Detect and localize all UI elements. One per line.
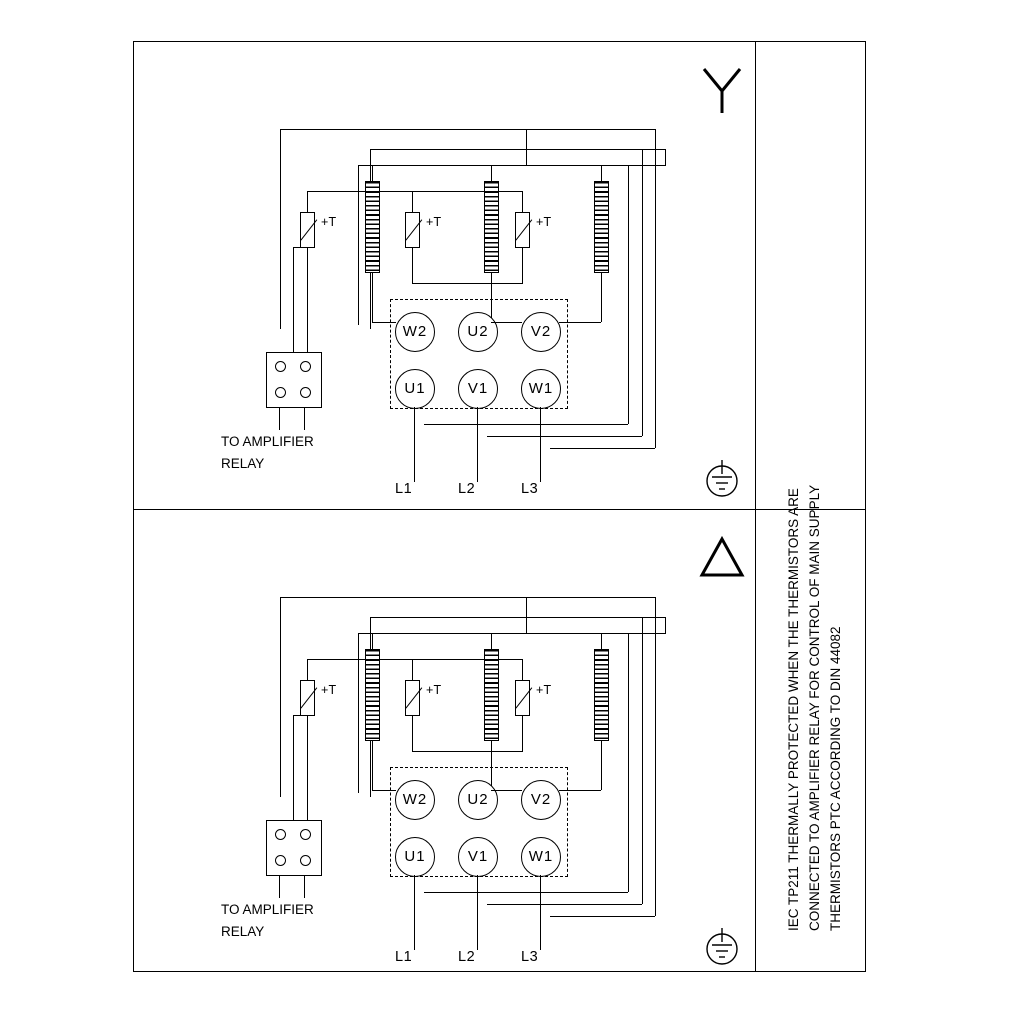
thermistor-2 (405, 212, 420, 248)
wire-thermistor-2-top (412, 191, 413, 213)
thermistor-2 (405, 680, 420, 716)
thermistor-3-diagonal (515, 219, 532, 240)
coil-2 (484, 181, 499, 273)
wire-thermistor-return-stub (293, 247, 308, 248)
wire-top-bus-1 (280, 129, 527, 130)
thermistor-1 (300, 680, 315, 716)
coil-3 (594, 181, 609, 273)
wire-l3 (540, 407, 541, 482)
wire-coil-1-top (372, 633, 373, 650)
wire-thermistor-1-bottom (307, 247, 308, 352)
thermistor-2-diagonal (405, 687, 422, 708)
wire-coil-3-bottom (601, 272, 602, 322)
relay-terminal-dot-2 (300, 361, 311, 372)
wire-coil-3-to-v2 (559, 322, 601, 323)
terminal-v1: V1 (458, 369, 498, 409)
thermistor-1-diagonal (300, 687, 317, 708)
wire-top-bus-1-right (526, 597, 527, 633)
note-line-1: IEC TP211 THERMALLY PROTECTED WHEN THE THERMISTORS ARE (786, 488, 801, 931)
wire-thermistor-series-top-2 (412, 191, 523, 192)
wire-coil-3-top (601, 633, 602, 650)
notes-column (755, 41, 866, 972)
wire-loop-1-riser (628, 633, 629, 892)
thermistor-1-label: +T (321, 683, 337, 697)
wire-coil-2-to-u2 (491, 322, 522, 323)
terminal-v1: V1 (458, 837, 498, 877)
terminal-u1: U1 (395, 369, 435, 409)
thermistor-1-label: +T (321, 215, 337, 229)
wire-top-bus-1 (280, 597, 527, 598)
wire-coil-3-to-v2 (559, 790, 601, 791)
wire-top-bus-2-right (665, 149, 666, 165)
wire-relay-out-1 (279, 408, 280, 430)
phase-label-l3: L3 (521, 481, 539, 497)
wire-coil-2-top (491, 165, 492, 182)
wire-loop-3-riser (655, 129, 656, 448)
terminal-w2: W2 (395, 780, 435, 820)
terminal-w1: W1 (521, 837, 561, 877)
thermistor-2-label: +T (426, 215, 442, 229)
wire-loop-3 (550, 916, 655, 917)
wire-relay-out-2 (304, 876, 305, 898)
phase-label-l2: L2 (458, 481, 476, 497)
wire-coil-1-top (372, 165, 373, 182)
relay-terminal-dot-1 (275, 361, 286, 372)
wire-loop-1-riser (628, 165, 629, 424)
wire-thermistor-3-bottom (522, 715, 523, 751)
wire-loop-3 (550, 448, 655, 449)
amplifier-relay-label-line2: RELAY (221, 924, 265, 939)
wire-coil-3-bottom (601, 740, 602, 790)
wire-top-bus-2 (370, 617, 665, 618)
wire-thermistor-3-top (522, 191, 523, 213)
wire-thermistor-series-top-1 (307, 659, 413, 660)
wire-coil-1-bottom (372, 740, 373, 790)
amplifier-relay-label-line1: TO AMPLIFIER (221, 902, 314, 917)
phase-label-l1: L1 (395, 949, 413, 965)
wire-loop-2-riser (642, 149, 643, 436)
wire-thermistor-return-stub (293, 715, 308, 716)
wire-coil-1-to-w2 (372, 322, 396, 323)
panel-star-connection (133, 41, 755, 509)
wire-relay-out-2 (304, 408, 305, 430)
note-line-2: CONNECTED TO AMPLIFIER RELAY FOR CONTROL OF MAIN SUPPLY (807, 484, 822, 931)
wire-thermistor-series-top-1 (307, 191, 413, 192)
wire-l2 (477, 407, 478, 482)
coil-1 (365, 649, 380, 741)
note-line-3: THERMISTORS PTC ACCORDING TO DIN 44082 (828, 626, 843, 931)
wire-thermistor-1-top (307, 659, 308, 681)
relay-terminal-dot-4 (300, 387, 311, 398)
wire-loop-2 (487, 436, 642, 437)
relay-terminal-dot-3 (275, 387, 286, 398)
wire-top-bus-1-right (526, 129, 527, 165)
wire-top-bus-1-drop (280, 129, 281, 329)
thermistor-3-label: +T (536, 683, 552, 697)
phase-label-l2: L2 (458, 949, 476, 965)
wire-coil-top-rail-left (358, 165, 359, 325)
thermistor-3-label: +T (536, 215, 552, 229)
wire-l2 (477, 875, 478, 950)
panel-delta-connection (133, 509, 755, 977)
wire-loop-1 (424, 892, 628, 893)
phase-label-l1: L1 (395, 481, 413, 497)
wire-coil-2-top (491, 633, 492, 650)
amplifier-relay-label-line2: RELAY (221, 456, 265, 471)
wire-top-bus-2 (370, 149, 665, 150)
thermistor-3 (515, 680, 530, 716)
terminal-v2: V2 (521, 312, 561, 352)
wire-relay-out-1 (279, 876, 280, 898)
earth-ground-icon (699, 924, 745, 970)
wire-thermistor-2-bottom (412, 715, 413, 751)
amplifier-relay-block (266, 820, 322, 876)
relay-terminal-dot-1 (275, 829, 286, 840)
wire-coil-1-bottom (372, 272, 373, 322)
wire-loop-2-riser (642, 617, 643, 904)
amplifier-relay-label-line1: TO AMPLIFIER (221, 434, 314, 449)
wire-top-bus-2-right (665, 617, 666, 633)
relay-terminal-dot-2 (300, 829, 311, 840)
earth-ground-icon (699, 456, 745, 502)
wire-loop-3-top (526, 129, 656, 130)
terminal-w2: W2 (395, 312, 435, 352)
thermistor-2-label: +T (426, 683, 442, 697)
thermistor-3 (515, 212, 530, 248)
wire-thermistor-series-bottom (412, 283, 523, 284)
wire-thermistor-2-bottom (412, 247, 413, 283)
phase-label-l3: L3 (521, 949, 539, 965)
wire-thermistor-series-bottom (412, 751, 523, 752)
thermistor-1 (300, 212, 315, 248)
wire-loop-1 (424, 424, 628, 425)
terminal-w1: W1 (521, 369, 561, 409)
wire-top-bus-1-drop (280, 597, 281, 797)
coil-3 (594, 649, 609, 741)
wire-thermistor-1-bottom (307, 715, 308, 820)
wire-loop-3-riser (655, 597, 656, 916)
relay-terminal-dot-4 (300, 855, 311, 866)
terminal-u2: U2 (458, 312, 498, 352)
wire-loop-coil3-top (601, 633, 629, 634)
wire-l1 (414, 875, 415, 950)
wire-coil-2-to-u2 (491, 790, 522, 791)
relay-terminal-dot-3 (275, 855, 286, 866)
terminal-u2: U2 (458, 780, 498, 820)
wire-l3 (540, 875, 541, 950)
wire-loop-2 (487, 904, 642, 905)
delta-connection-icon (695, 531, 749, 585)
thermistor-3-diagonal (515, 687, 532, 708)
wire-loop-3-top (526, 597, 656, 598)
wire-coil-top-rail-left (358, 633, 359, 793)
amplifier-relay-block (266, 352, 322, 408)
thermistor-1-diagonal (300, 219, 317, 240)
wire-thermistor-1-top (307, 191, 308, 213)
wye-connection-icon (695, 63, 749, 117)
wire-coil-3-top (601, 165, 602, 182)
thermistor-2-diagonal (405, 219, 422, 240)
wire-thermistor-3-bottom (522, 247, 523, 283)
coil-2 (484, 649, 499, 741)
wire-thermistor-2-top (412, 659, 413, 681)
terminal-u1: U1 (395, 837, 435, 877)
wire-loop-coil3-top (601, 165, 629, 166)
wire-coil-1-to-w2 (372, 790, 396, 791)
terminal-v2: V2 (521, 780, 561, 820)
coil-1 (365, 181, 380, 273)
wire-thermistor-3-top (522, 659, 523, 681)
wire-thermistor-series-top-2 (412, 659, 523, 660)
wire-l1 (414, 407, 415, 482)
